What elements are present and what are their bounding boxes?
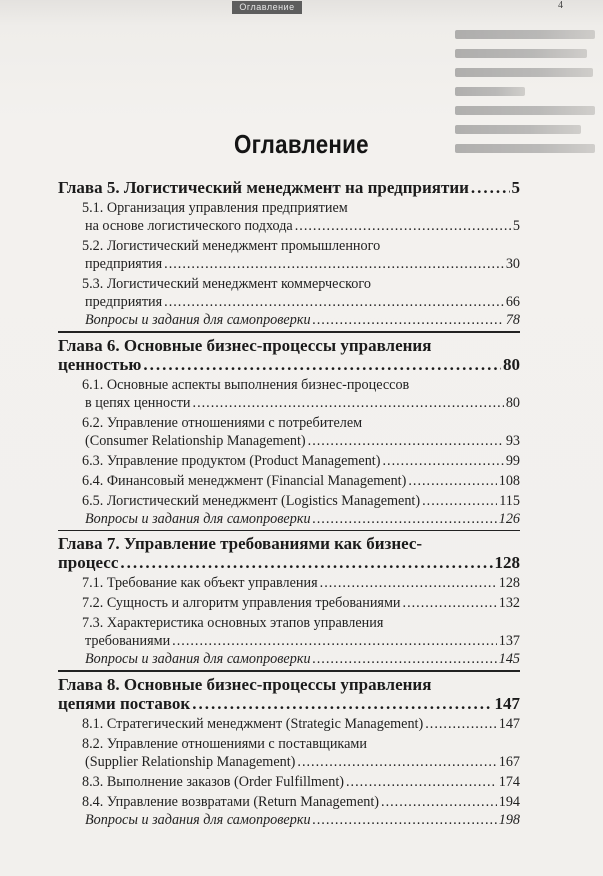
leader-dots	[471, 178, 510, 197]
section-entry[interactable]	[82, 773, 520, 791]
chapter-title-cont: цепями поставок	[58, 693, 191, 713]
section-entry[interactable]	[82, 492, 520, 510]
chapter-entry[interactable]	[58, 534, 520, 572]
section-title-cont: требованиями	[85, 633, 171, 649]
section-title-cont: на основе логистического подхода	[85, 218, 293, 234]
chapter-divider	[58, 670, 520, 672]
section-title: 8.1. Стратегический менеджмент (Strategic Management)	[82, 715, 424, 732]
section-page: 137	[498, 633, 520, 649]
section-entry[interactable]	[82, 472, 520, 490]
chapter-page: 147	[494, 693, 520, 713]
section-title: 7.2. Сущность и алгоритм управления требованиями	[82, 595, 401, 611]
chapter-title: Глава 7. Управление требованиями как бизнес-	[58, 534, 423, 553]
section-title: 6.3. Управление продуктом (Product Management)	[82, 452, 381, 469]
section-page: 115	[499, 492, 520, 509]
section-page: 128	[498, 575, 520, 591]
questions-page: 78	[505, 312, 520, 328]
chapter-title: Глава 8. Основные бизнес-процессы управления	[58, 674, 432, 694]
section-title-cont: предприятия	[85, 256, 163, 272]
section-page: 5	[512, 218, 520, 234]
leader-dots	[172, 632, 497, 650]
section-page: 108	[498, 472, 520, 489]
section-entry[interactable]	[58, 735, 520, 771]
questions-title: Вопросы и задания для самопроверки	[85, 510, 311, 527]
leader-dots	[422, 492, 497, 510]
section-entry[interactable]	[82, 793, 520, 811]
section-title: 6.1. Основные аспекты выполнения бизнес-процессов	[82, 376, 410, 393]
section-page: 132	[498, 595, 520, 611]
page-number: 4	[558, 0, 563, 11]
section-page: 167	[498, 753, 520, 770]
questions-page: 198	[498, 811, 520, 828]
section-page: 30	[505, 256, 520, 272]
table-of-contents	[58, 178, 520, 829]
section-entry[interactable]	[58, 275, 520, 311]
questions-entry[interactable]	[85, 510, 520, 528]
section-title: 6.2. Управление отношениями с потребителем	[82, 414, 363, 431]
section-entry[interactable]	[58, 199, 520, 235]
leader-dots	[408, 472, 496, 490]
section-entry[interactable]	[58, 237, 520, 273]
questions-entry[interactable]	[85, 650, 520, 668]
running-head: Оглавление	[232, 1, 302, 14]
section-entry[interactable]	[58, 376, 520, 412]
section-title: 8.2. Управление отношениями с поставщиками	[82, 735, 367, 752]
section-page: 99	[505, 452, 520, 469]
chapter-entry[interactable]	[58, 336, 520, 374]
questions-page: 126	[498, 510, 520, 527]
leader-dots	[164, 255, 504, 273]
leader-dots	[320, 574, 497, 592]
leader-dots	[381, 793, 497, 811]
section-title-cont: (Consumer Relationship Management)	[85, 432, 306, 449]
leader-dots	[164, 293, 504, 311]
questions-title: Вопросы и задания для самопроверки	[85, 651, 311, 667]
section-entry[interactable]	[82, 594, 520, 612]
chapter-page: 5	[511, 178, 520, 197]
chapter-page: 80	[503, 354, 520, 374]
section-title: 5.3. Логистический менеджмент коммерческого	[82, 276, 371, 292]
chapter-page: 128	[494, 553, 520, 572]
leader-dots	[120, 553, 492, 572]
section-entry[interactable]	[58, 614, 520, 650]
chapter-divider	[58, 530, 520, 532]
leader-dots	[193, 394, 504, 412]
section-title: 5.2. Логистический менеджмент промышленного	[82, 238, 381, 254]
leader-dots	[313, 311, 504, 329]
section-title: 7.3. Характеристика основных этапов управления	[82, 615, 384, 631]
questions-entry[interactable]	[85, 811, 520, 829]
section-entry[interactable]	[82, 574, 520, 592]
chapter-title: Глава 6. Основные бизнес-процессы управления	[58, 335, 432, 355]
chapter-title: Глава 5. Логистический менеджмент на предприятии	[58, 178, 469, 197]
section-title: 8.4. Управление возвратами (Return Management)	[82, 793, 380, 810]
leader-dots	[192, 694, 492, 713]
leader-dots	[313, 650, 497, 668]
section-title-cont: предприятия	[85, 294, 163, 310]
chapter-entry[interactable]	[58, 178, 520, 197]
leader-dots	[295, 217, 511, 235]
chapter-entry[interactable]	[58, 675, 520, 713]
section-title: 5.1. Организация управления предприятием	[82, 200, 348, 216]
questions-page: 145	[498, 651, 520, 667]
section-title: 8.3. Выполнение заказов (Order Fulfillment)	[82, 773, 344, 790]
section-page: 194	[498, 793, 520, 810]
leader-dots	[308, 432, 504, 450]
section-page: 93	[505, 432, 520, 449]
page-title: Оглавление	[234, 129, 369, 159]
section-entry[interactable]	[82, 452, 520, 470]
chapter-title-cont: ценностью	[58, 354, 142, 374]
section-title: 6.5. Логистический менеджмент (Logistics Management)	[82, 492, 421, 509]
section-page: 80	[505, 394, 520, 411]
section-page: 147	[498, 715, 520, 732]
leader-dots	[403, 594, 497, 612]
chapter-title-cont: процесс	[58, 553, 119, 572]
leader-dots	[297, 753, 496, 771]
leader-dots	[346, 773, 497, 791]
section-page: 66	[505, 294, 520, 310]
questions-entry[interactable]	[85, 311, 520, 329]
leader-dots	[382, 452, 503, 470]
section-title-cont: в цепях ценности	[85, 394, 191, 411]
leader-dots	[143, 355, 501, 374]
questions-title: Вопросы и задания для самопроверки	[85, 811, 311, 828]
section-entry[interactable]	[58, 414, 520, 450]
leader-dots	[425, 715, 497, 733]
section-title: 7.1. Требование как объект управления	[82, 575, 318, 591]
leader-dots	[313, 811, 497, 829]
section-title: 6.4. Финансовый менеджмент (Financial Management)	[82, 472, 407, 489]
section-title-cont: (Supplier Relationship Management)	[85, 753, 296, 770]
leader-dots	[313, 510, 497, 528]
section-entry[interactable]	[82, 715, 520, 733]
chapter-divider	[58, 331, 520, 333]
questions-title: Вопросы и задания для самопроверки	[85, 312, 311, 328]
section-page: 174	[498, 773, 520, 790]
